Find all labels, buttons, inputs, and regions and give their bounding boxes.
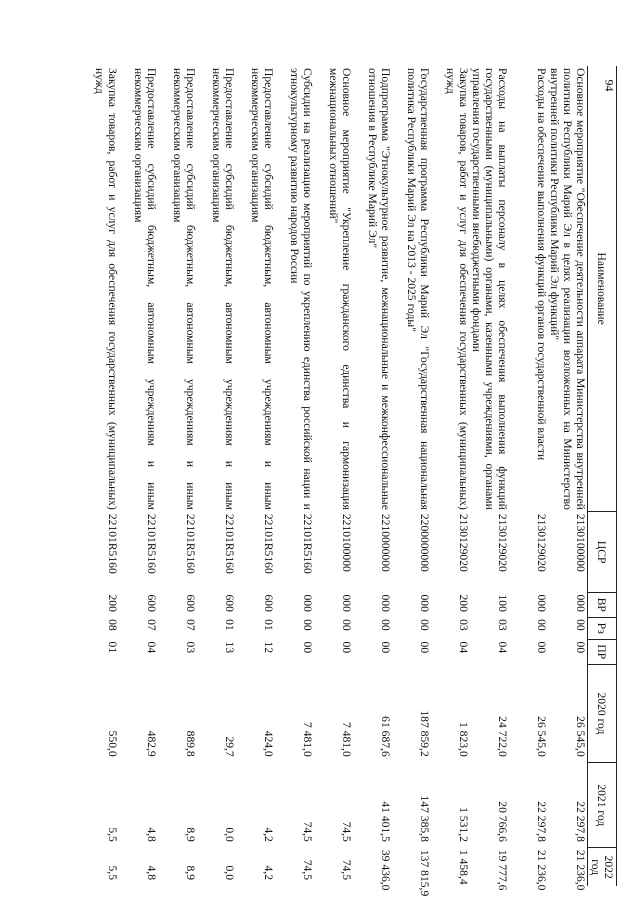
table-row	[509, 66, 548, 886]
row-rz: 03	[457, 619, 470, 631]
table-row	[119, 66, 158, 886]
row-2021: 8,9	[184, 827, 197, 842]
row-2020: 26 545,0	[535, 716, 548, 757]
row-vr: 600	[262, 594, 275, 612]
row-2020: 7 481,0	[340, 721, 353, 757]
row-rz: 00	[535, 619, 548, 631]
table-row	[353, 66, 392, 886]
budget-table	[80, 66, 617, 897]
row-csr: 2210000000	[379, 513, 392, 572]
row-csr: 2130129020	[496, 513, 509, 572]
header-2020: 2020 год	[588, 664, 617, 763]
row-rz: 00	[418, 619, 431, 631]
row-2021: 147 385,8	[418, 795, 431, 842]
row-2022: 137 815,9	[418, 849, 431, 897]
row-pr: 00	[340, 641, 353, 654]
row-pr: 13	[223, 641, 236, 654]
row-2021: 74,5	[301, 821, 314, 842]
table-row	[431, 66, 470, 886]
header-2021: 2021 год	[588, 763, 617, 848]
row-rz: 01	[262, 619, 275, 631]
row-rz: 00	[340, 619, 353, 631]
row-2022: 0,0	[223, 865, 236, 880]
row-2021: 0,0	[223, 827, 236, 842]
row-2021: 22 297,8	[535, 801, 548, 842]
table-row	[470, 66, 509, 886]
row-rz: 03	[496, 619, 509, 631]
table-row	[236, 66, 275, 886]
row-2021: 5,5	[106, 827, 119, 842]
row-csr: 22101R5160	[223, 513, 236, 574]
row-rz: 00	[301, 619, 314, 631]
row-csr: 22101R5160	[145, 513, 158, 574]
row-name: Основное мероприятие "Обеспечение деятельности аппарата Министерства внутренней политики Республики Марий Эл в целях реализации возложенных на Министерство внутренней политики Республики Марий Эл функций"	[548, 68, 587, 510]
row-2020: 26 545,0	[574, 716, 587, 757]
row-name: Подпрограмма "Этнокультурное развитие, межнациональные и межконфессиональные отношения в Республике Марий Эл"	[366, 68, 392, 510]
row-pr: 00	[301, 641, 314, 654]
row-2021: 74,5	[340, 821, 353, 842]
row-vr: 000	[574, 594, 587, 612]
row-vr: 000	[379, 594, 392, 612]
row-rz: 07	[145, 619, 158, 631]
row-2021: 20 766,6	[496, 801, 509, 842]
header-name: Наименование	[588, 66, 617, 512]
table-row	[80, 66, 119, 886]
row-2021: 22 297,8	[574, 801, 587, 842]
row-name: Предоставление субсидий бюджетным, автономным учреждениям и иным некоммерческим организациям	[210, 68, 236, 510]
row-name: Предоставление субсидий бюджетным, автономным учреждениям и иным некоммерческим организациям	[171, 68, 197, 510]
row-2022: 39 436,0	[379, 849, 392, 891]
row-vr: 000	[418, 594, 431, 612]
header-pr: ПР	[588, 640, 617, 665]
row-vr: 000	[340, 594, 353, 612]
row-vr: 000	[535, 594, 548, 612]
row-2022: 74,5	[340, 859, 353, 880]
table-row	[314, 66, 353, 886]
row-vr: 100	[496, 594, 509, 612]
row-2021: 4,2	[262, 827, 275, 842]
row-2020: 7 481,0	[301, 721, 314, 757]
row-2022: 1 458,4	[457, 849, 470, 885]
row-name: Расходы на обеспечение выполнения функций органов государственной власти	[535, 68, 548, 461]
row-2022: 8,9	[184, 865, 197, 880]
row-csr: 2130100000	[574, 513, 587, 572]
row-2020: 187 859,2	[418, 710, 431, 757]
row-name: Государственная программа Республики Марий Эл "Государственная национальная политика Республики Марий Эл на 2013 - 2025 годы"	[405, 68, 431, 510]
row-name: Предоставление субсидий бюджетным, автономным учреждениям и иным некоммерческим организациям	[132, 68, 158, 510]
table-row	[548, 66, 588, 886]
row-vr: 600	[184, 594, 197, 612]
row-rz: 00	[379, 619, 392, 631]
row-rz: 00	[574, 619, 587, 631]
row-csr: 2200000000	[418, 513, 431, 572]
row-pr: 00	[574, 641, 587, 654]
row-csr: 2130129020	[457, 513, 470, 572]
row-vr: 600	[223, 594, 236, 612]
header-csr: ЦСР	[588, 512, 617, 593]
table-header-row	[588, 66, 617, 886]
row-2021: 1 531,2	[457, 807, 470, 842]
row-csr: 22101R5160	[184, 513, 197, 574]
row-2020: 61 687,6	[379, 716, 392, 757]
row-2020: 29,7	[223, 736, 236, 757]
row-pr: 00	[418, 641, 431, 654]
row-pr: 04	[457, 641, 470, 654]
row-csr: 22101R5160	[301, 513, 314, 574]
table-row	[197, 66, 236, 886]
row-name: Закупка товаров, работ и услуг для обеспечения государственных (муниципальных) нужд	[444, 68, 470, 510]
rotated-table-wrapper	[57, 66, 617, 897]
row-2020: 550,0	[106, 730, 119, 757]
row-2022: 4,2	[262, 865, 275, 880]
row-2021: 4,8	[145, 827, 158, 842]
row-rz: 01	[223, 619, 236, 631]
row-name: Закупка товаров, работ и услуг для обеспечения государственных (муниципальных) нужд	[93, 68, 119, 510]
header-rz: Рз	[588, 617, 617, 639]
row-pr: 00	[535, 641, 548, 654]
row-pr: 04	[496, 641, 509, 654]
table-row	[158, 66, 197, 886]
row-2022: 21 236,0	[535, 849, 548, 891]
row-name: Основное мероприятие "Укрепление гражданского единства и гармонизация межнациональных отношений"	[327, 68, 353, 510]
row-rz: 07	[184, 619, 197, 631]
row-2022: 19 777,6	[496, 849, 509, 891]
row-2021: 41 401,5	[379, 801, 392, 842]
row-vr: 200	[106, 594, 119, 612]
row-pr: 12	[262, 641, 275, 654]
row-2020: 24 722,0	[496, 716, 509, 757]
row-2020: 482,9	[145, 730, 158, 757]
row-vr: 200	[457, 594, 470, 612]
row-pr: 00	[379, 641, 392, 654]
table-row	[275, 66, 314, 886]
row-name: Расходы на выплаты персоналу в целях обеспечения выполнения функций государственными (муниципальными) органами, казенными учреждениями, органами управления государственными внебюджетными фондами	[470, 68, 509, 510]
row-2022: 21 236,0	[574, 849, 587, 891]
row-csr: 22101R5160	[262, 513, 275, 574]
row-2022: 4,8	[145, 865, 158, 880]
row-pr: 03	[184, 641, 197, 654]
row-csr: 22101R5160	[106, 513, 119, 574]
row-csr: 2210100000	[340, 513, 353, 572]
row-2022: 5,5	[106, 865, 119, 880]
row-pr: 04	[145, 641, 158, 654]
page-number: 94	[602, 79, 617, 92]
header-2022: 2022 год	[588, 848, 617, 886]
table-row	[392, 66, 431, 886]
row-vr: 600	[145, 594, 158, 612]
row-csr: 2130129020	[535, 513, 548, 572]
row-pr: 01	[106, 641, 119, 654]
row-2020: 424,0	[262, 730, 275, 757]
row-name: Предоставление субсидий бюджетным, автономным учреждениям и иным некоммерческим организациям	[249, 68, 275, 510]
row-2020: 1 823,0	[457, 721, 470, 757]
header-vr: ВР	[588, 592, 617, 617]
row-rz: 08	[106, 619, 119, 631]
row-2022: 74,5	[301, 859, 314, 880]
row-vr: 000	[301, 594, 314, 612]
row-2020: 889,8	[184, 730, 197, 757]
row-name: Субсидии на реализацию мероприятий по укреплению единства российской нации и этнокультурному развитию народов России	[288, 68, 314, 510]
